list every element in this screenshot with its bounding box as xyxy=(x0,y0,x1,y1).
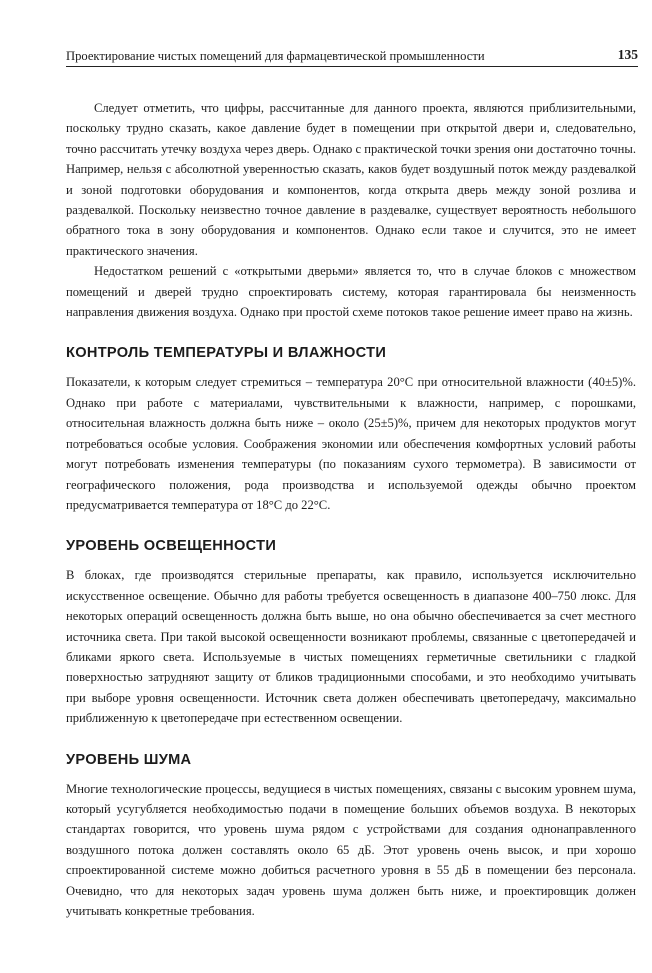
running-header-title: Проектирование чистых помещений для фармацевтической промышленности xyxy=(66,49,485,63)
intro-paragraph-1: Следует отметить, что цифры, рассчитанные для данного проекта, являются приблизительными, поскольку трудно сказать, какое давление будет в помещении при открытой двери и, следовательно, точно рассчитать утечку воздуха через дверь. Однако с практической точки зрения они достаточно точны. Например, нельзя с абсолютной уверенностью сказать, каков будет воздушный поток между раздевалкой и зоной подготовки оборудования и компонентов, когда открыта дверь между зоной розлива и раздевалкой. Поскольку неизвестно точное давление в раздевалке, существует вероятность небольшого обратного тока в зону оборудования и компонентов. Однако если такое и случится, это не имеет практического значения. xyxy=(66,101,636,258)
page-body xyxy=(66,98,636,921)
running-header xyxy=(66,44,638,67)
section-text-noise: Многие технологические процессы, ведущиеся в чистых помещениях, связаны с высоким уровнем шума, который усугубляется необходимостью подачи в помещение больших объемов воздуха. В некоторых стандартах говорится, что уровень шума рядом с устройствами для создания однонаправленного воздушного потока должен составлять около 65 дБ. Этот уровень очень высок, и при хорошо спроектированной системе можно добиться расчетного уровня в 55 дБ в помещении без персонала. Очевидно, что для некоторых задач уровень шума должен быть ниже, и проектировщик должен учитывать конкретные требования. xyxy=(66,781,636,918)
section-heading-noise: УРОВЕНЬ ШУМА xyxy=(66,751,192,768)
section-text-temperature: Показатели, к которым следует стремиться – температура 20°С при относительной влажности (40±5)%. Однако при работе с материалами, чувствительными к влажности, например, с порошками, относительная влажность должна быть ниже – около (25±5)%, причем для некоторых продуктов могут потребоваться особые условия. Соображения экономии или обеспечения комфортных условий работы могут потребовать изменения температуры (по показаниям сухого термометра). В зависимости от географического положения, рода производства и используемой одежды обычно проектом предусматривается температура от 18°С до 22°С. xyxy=(66,375,636,512)
section-heading-lighting: УРОВЕНЬ ОСВЕЩЕННОСТИ xyxy=(66,538,277,555)
intro-paragraph-2: Недостатком решений с «открытыми дверьми» является то, что в случае блоков с множеством помещений и дверей трудно спроектировать систему, которая гарантировала бы неизменность направления движения воздуха. Однако при простой схеме потоков такое решение имеет право на жизнь. xyxy=(66,264,636,320)
page-number: 135 xyxy=(617,47,638,62)
section-heading-temperature: КОНТРОЛЬ ТЕМПЕРАТУРЫ И ВЛАЖНОСТИ xyxy=(66,345,387,362)
section-text-lighting: В блоках, где производятся стерильные препараты, как правило, используется исключительно искусственное освещение. Обычно для работы требуется освещенность в диапазоне 400–750 люкс. Для некоторых операций освещенность должна быть выше, но она обычно обеспечивается за счет местного источника света. При такой высокой освещенности возникают проблемы, связанные с цветопередачей и бликами яркого света. Используемые в чистых помещениях герметичные светильники с гладкой поверхностью затрудняют защиту от бликов традиционными способами, и это необходимо учитывать при выборе уровня освещенности. Источник света должен обеспечивать цветопередачу, максимально приближенную к цветопередаче при естественном освещении. xyxy=(66,568,636,726)
